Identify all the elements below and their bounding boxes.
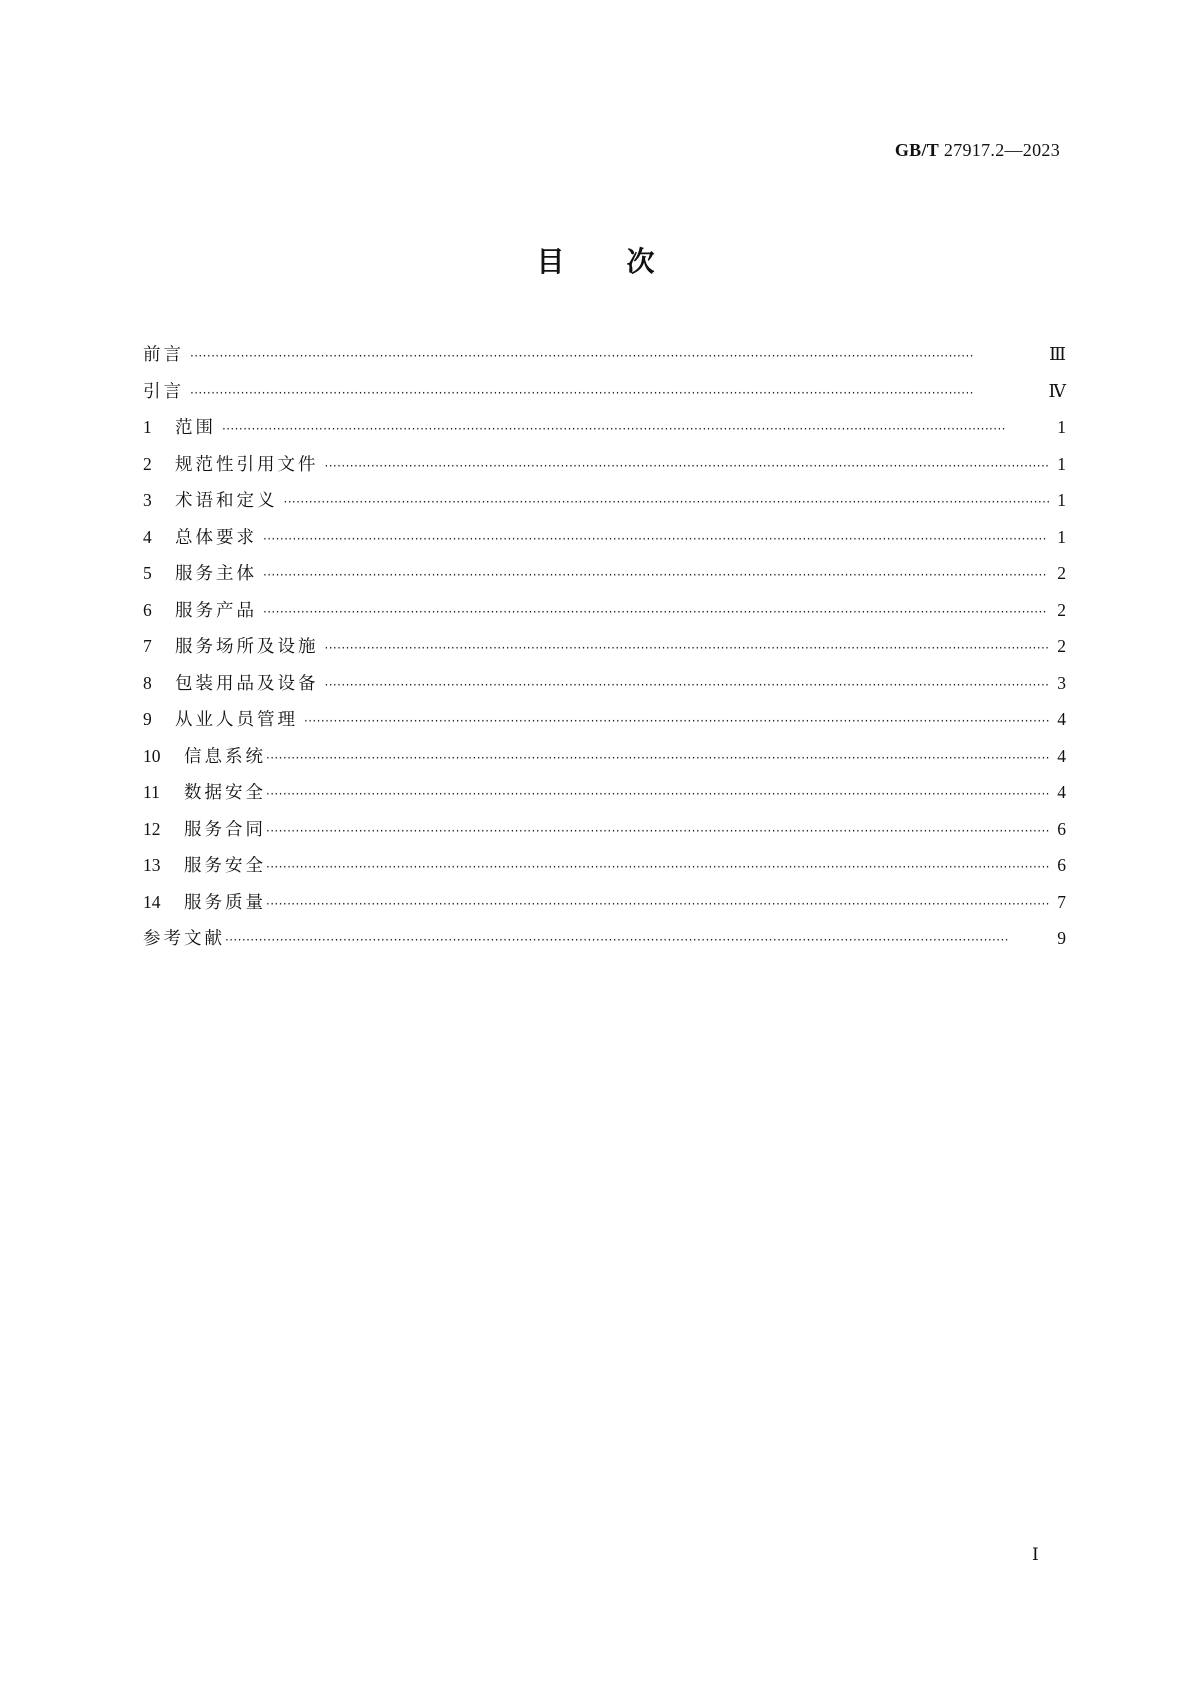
toc-entry-page: 4 (1057, 745, 1066, 766)
toc-entry-9[interactable] (143, 706, 1066, 743)
toc-entry-page: 4 (1057, 709, 1066, 729)
toc-entry-13[interactable] (143, 852, 1066, 889)
toc-entry-page: Ⅳ (1048, 380, 1066, 401)
toc-leader-dots (266, 856, 1050, 876)
toc-entry-6[interactable] (143, 597, 1066, 634)
toc-leader-dots (266, 747, 1050, 767)
page-title: 目次 (536, 245, 717, 278)
toc-entry-page: Ⅲ (1049, 344, 1066, 364)
toc-entry-label: 从业人员管理 (175, 710, 298, 730)
toc-leader-dots (190, 345, 1045, 365)
toc-entry-label: 包装用品及设备 (175, 673, 319, 694)
toc-leader-dots (266, 893, 1050, 913)
toc-entry-5[interactable] (143, 560, 1066, 597)
toc-leader-dots (284, 491, 1051, 511)
toc-leader-dots (325, 637, 1051, 657)
toc-leader-dots (263, 564, 1050, 584)
toc-leader-dots (325, 674, 1051, 694)
toc-entry-label: 前言 (143, 345, 184, 365)
toc-entry-label: 服务合同 (184, 819, 266, 840)
toc-entry-label: 服务主体 (175, 564, 257, 584)
toc-entry-number: 13 (143, 855, 161, 875)
toc-entry-2[interactable] (143, 451, 1066, 488)
toc-entry-11[interactable] (143, 779, 1066, 816)
toc-entry-number: 6 (143, 599, 152, 620)
toc-entry-page: 2 (1057, 599, 1066, 620)
toc-leader-dots (266, 820, 1050, 840)
toc-entry-page: 7 (1057, 891, 1066, 912)
toc-entry-1[interactable] (143, 414, 1066, 451)
toc-entry-label: 数据安全 (184, 783, 266, 803)
toc-entry-4[interactable] (143, 524, 1066, 561)
document-code (895, 140, 1060, 161)
toc-entry-number: 5 (143, 563, 152, 583)
document-code-number: 27917.2—2023 (943, 140, 1060, 160)
toc-entry-number: 3 (143, 490, 152, 510)
toc-leader-dots (266, 783, 1050, 803)
toc-leader-dots (304, 710, 1050, 730)
toc-entry-page: 1 (1057, 453, 1066, 474)
toc-entry-number: 7 (143, 636, 152, 656)
toc-entry-label: 规范性引用文件 (175, 454, 319, 475)
toc-leader-dots (325, 455, 1051, 475)
toc-entry-number: 10 (143, 745, 161, 766)
toc-entry-number: 1 (143, 417, 152, 437)
toc-entry-10[interactable] (143, 743, 1066, 780)
toc-leader-dots (222, 418, 1050, 438)
toc-entry-14[interactable] (143, 889, 1066, 926)
toc-entry-number: 9 (143, 709, 152, 729)
toc-entry-number: 11 (143, 782, 160, 802)
document-code-prefix: GB/T (894, 140, 940, 160)
toc-entry-number: 2 (143, 453, 152, 474)
toc-entry-3[interactable] (143, 487, 1066, 524)
toc-entry-label: 服务质量 (184, 892, 266, 913)
toc-entry-label: 范围 (175, 418, 216, 438)
page-number: Ⅰ (1032, 1545, 1039, 1564)
toc-entry-bibliography[interactable] (143, 925, 1066, 962)
toc-entry-page: 9 (1057, 928, 1066, 948)
toc-entry-12[interactable] (143, 816, 1066, 853)
toc-leader-dots (225, 929, 1050, 949)
toc-entry-number: 8 (143, 672, 152, 693)
toc-entry-label: 术语和定义 (175, 491, 278, 511)
toc-entry-label: 参考文献 (143, 929, 225, 949)
toc-entry-page: 1 (1057, 490, 1066, 510)
toc-entry-page: 2 (1057, 636, 1066, 656)
toc-entry-label: 引言 (143, 381, 184, 402)
toc-leader-dots (190, 382, 1045, 402)
toc-entry-number: 4 (143, 526, 152, 547)
toc-entry-page: 2 (1057, 563, 1066, 583)
toc-entry-introduction[interactable] (143, 378, 1066, 415)
toc-entry-label: 总体要求 (175, 527, 257, 548)
toc-entry-7[interactable] (143, 633, 1066, 670)
toc-entry-page: 4 (1057, 782, 1066, 802)
toc-leader-dots (263, 528, 1050, 548)
toc-entry-page: 6 (1057, 818, 1066, 839)
toc-leader-dots (263, 601, 1050, 621)
toc-entry-number: 12 (143, 818, 161, 839)
toc-entry-label: 服务产品 (175, 600, 257, 621)
toc-entry-label: 信息系统 (184, 746, 266, 767)
toc-entry-number: 14 (143, 891, 161, 912)
toc-entry-8[interactable] (143, 670, 1066, 707)
toc-entry-page: 3 (1057, 672, 1066, 693)
toc-entry-label: 服务安全 (184, 856, 266, 876)
toc-entry-page: 6 (1057, 855, 1066, 875)
toc-entry-foreword[interactable] (143, 341, 1066, 378)
table-of-contents (143, 341, 1066, 962)
toc-entry-page: 1 (1057, 526, 1066, 547)
toc-entry-page: 1 (1057, 417, 1066, 437)
toc-entry-label: 服务场所及设施 (175, 637, 319, 657)
